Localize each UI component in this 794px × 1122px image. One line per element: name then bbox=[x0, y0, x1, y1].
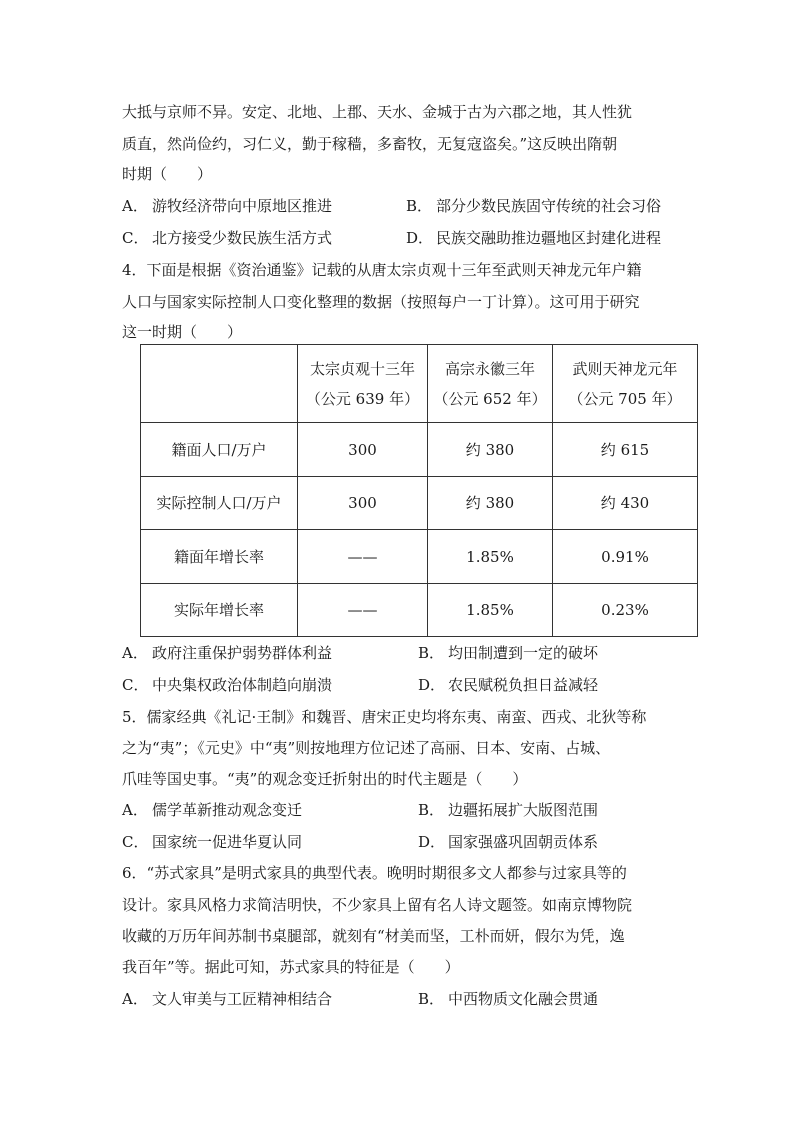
option-letter: C． bbox=[122, 229, 149, 247]
q3-options-row bbox=[122, 196, 682, 216]
q6-text-line: 我百年”等。据此可知，苏式家具的特征是（ ） bbox=[122, 958, 460, 976]
row-label: 籍面人口/万户 bbox=[141, 423, 298, 477]
option-letter: B． bbox=[418, 990, 445, 1008]
row-label: 籍面年增长率 bbox=[141, 530, 298, 584]
option-letter: B． bbox=[418, 644, 445, 662]
option-letter: A． bbox=[122, 801, 148, 819]
q5-options-row bbox=[122, 800, 682, 820]
table-cell: 约 380 bbox=[428, 423, 553, 477]
table-cell: 约 380 bbox=[428, 477, 553, 530]
table-cell: 300 bbox=[298, 423, 428, 477]
option-text: 文人审美与工匠精神相结合 bbox=[152, 990, 333, 1008]
q4-option-c[interactable] bbox=[122, 675, 332, 695]
option-text: 均田制遭到一定的破坏 bbox=[448, 644, 599, 662]
option-letter: B． bbox=[406, 197, 433, 215]
q6-option-b[interactable] bbox=[418, 989, 598, 1009]
option-text: 中央集权政治体制趋向崩溃 bbox=[152, 676, 333, 694]
option-letter: A． bbox=[122, 197, 148, 215]
population-table bbox=[140, 344, 698, 637]
option-text: 边疆拓展扩大版图范围 bbox=[448, 801, 599, 819]
q3-text-line: 时期（ ） bbox=[122, 165, 213, 183]
q6-option-a[interactable] bbox=[122, 989, 332, 1009]
table-header-cell: 高宗永徽三年 （公元 652 年） bbox=[428, 345, 553, 423]
q6-text-line: 收藏的万历年间苏制书桌腿部，就刻有“材美而坚，工朴而妍，假尔为凭，逸 bbox=[122, 927, 625, 945]
q4-options-row bbox=[122, 675, 682, 695]
option-letter: A． bbox=[122, 644, 148, 662]
q6-text-line: 设计。家具风格力求简洁明快，不少家具上留有名人诗文题签。如南京博物院 bbox=[122, 896, 633, 914]
q5-text-line: 之为“夷”；《元史》中“夷”则按地理方位记述了高丽、日本、安南、占城、 bbox=[122, 739, 611, 757]
option-letter: A． bbox=[122, 990, 148, 1008]
option-letter: D． bbox=[418, 833, 446, 851]
q4-option-a[interactable] bbox=[122, 643, 332, 663]
table-header-cell: 武则天神龙元年 （公元 705 年） bbox=[553, 345, 698, 423]
q4-text-line: 这一时期（ ） bbox=[122, 323, 243, 341]
table-cell: 0.23% bbox=[553, 584, 698, 637]
table-cell: 1.85% bbox=[428, 584, 553, 637]
option-text: 政府注重保护弱势群体利益 bbox=[152, 644, 333, 662]
option-text: 儒学革新推动观念变迁 bbox=[152, 801, 303, 819]
q4-text-line: 4．下面是根据《资治通鉴》记载的从唐太宗贞观十三年至武则天神龙元年户籍 bbox=[122, 261, 642, 279]
q3-options-row bbox=[122, 228, 682, 248]
row-label: 实际年增长率 bbox=[141, 584, 298, 637]
q3-option-d[interactable] bbox=[406, 228, 661, 248]
q3-option-b[interactable] bbox=[406, 196, 661, 216]
table-cell: —— bbox=[298, 530, 428, 584]
q3-option-c[interactable] bbox=[122, 228, 332, 248]
option-text: 中西物质文化融会贯通 bbox=[448, 990, 599, 1008]
q5-text-line: 5．儒家经典《礼记·王制》和魏晋、唐宋正史均将东夷、南蛮、西戎、北狄等称 bbox=[122, 708, 647, 726]
q5-option-d[interactable] bbox=[418, 832, 598, 852]
q4-options-row bbox=[122, 643, 682, 663]
q5-option-a[interactable] bbox=[122, 800, 302, 820]
q6-options-row bbox=[122, 989, 682, 1009]
table-row bbox=[141, 584, 698, 637]
table-header-row bbox=[141, 345, 698, 423]
option-text: 部分少数民族固守传统的社会习俗 bbox=[436, 197, 662, 215]
option-letter: C． bbox=[122, 833, 149, 851]
table-cell: 0.91% bbox=[553, 530, 698, 584]
option-letter: C． bbox=[122, 676, 149, 694]
option-letter: D． bbox=[406, 229, 434, 247]
row-label: 实际控制人口/万户 bbox=[141, 477, 298, 530]
q3-option-a[interactable] bbox=[122, 196, 332, 216]
q4-option-b[interactable] bbox=[418, 643, 598, 663]
table-row bbox=[141, 477, 698, 530]
table-cell: —— bbox=[298, 584, 428, 637]
q6-text-line: 6．“苏式家具”是明式家具的典型代表。晚明时期很多文人都参与过家具等的 bbox=[122, 864, 627, 882]
q4-text-line: 人口与国家实际控制人口变化整理的数据（按照每户一丁计算）。这可用于研究 bbox=[122, 293, 640, 311]
option-text: 民族交融助推边疆地区封建化进程 bbox=[436, 229, 662, 247]
option-letter: D． bbox=[418, 676, 446, 694]
q4-option-d[interactable] bbox=[418, 675, 598, 695]
table-corner-cell bbox=[141, 345, 298, 423]
q5-option-b[interactable] bbox=[418, 800, 598, 820]
q3-text-line: 质直，然尚俭约，习仁义，勤于稼穑，多畜牧，无复寇盗矣。”这反映出隋朝 bbox=[122, 135, 618, 153]
table-cell: 1.85% bbox=[428, 530, 553, 584]
table-cell: 约 430 bbox=[553, 477, 698, 530]
option-letter: B． bbox=[418, 801, 445, 819]
option-text: 国家统一促进华夏认同 bbox=[152, 833, 303, 851]
table-cell: 300 bbox=[298, 477, 428, 530]
option-text: 农民赋税负担日益减轻 bbox=[448, 676, 599, 694]
q5-options-row bbox=[122, 832, 682, 852]
option-text: 北方接受少数民族生活方式 bbox=[152, 229, 333, 247]
table-cell: 约 615 bbox=[553, 423, 698, 477]
option-text: 游牧经济带向中原地区推进 bbox=[152, 197, 333, 215]
q5-option-c[interactable] bbox=[122, 832, 302, 852]
option-text: 国家强盛巩固朝贡体系 bbox=[448, 833, 599, 851]
table-row bbox=[141, 423, 698, 477]
table-header-cell: 太宗贞观十三年 （公元 639 年） bbox=[298, 345, 428, 423]
table-row bbox=[141, 530, 698, 584]
q3-text-line: 大抵与京师不异。安定、北地、上郡、天水、金城于古为六郡之地，其人性犹 bbox=[122, 103, 633, 121]
q5-text-line: 爪哇等国史事。“夷”的观念变迁折射出的时代主题是（ ） bbox=[122, 770, 528, 788]
